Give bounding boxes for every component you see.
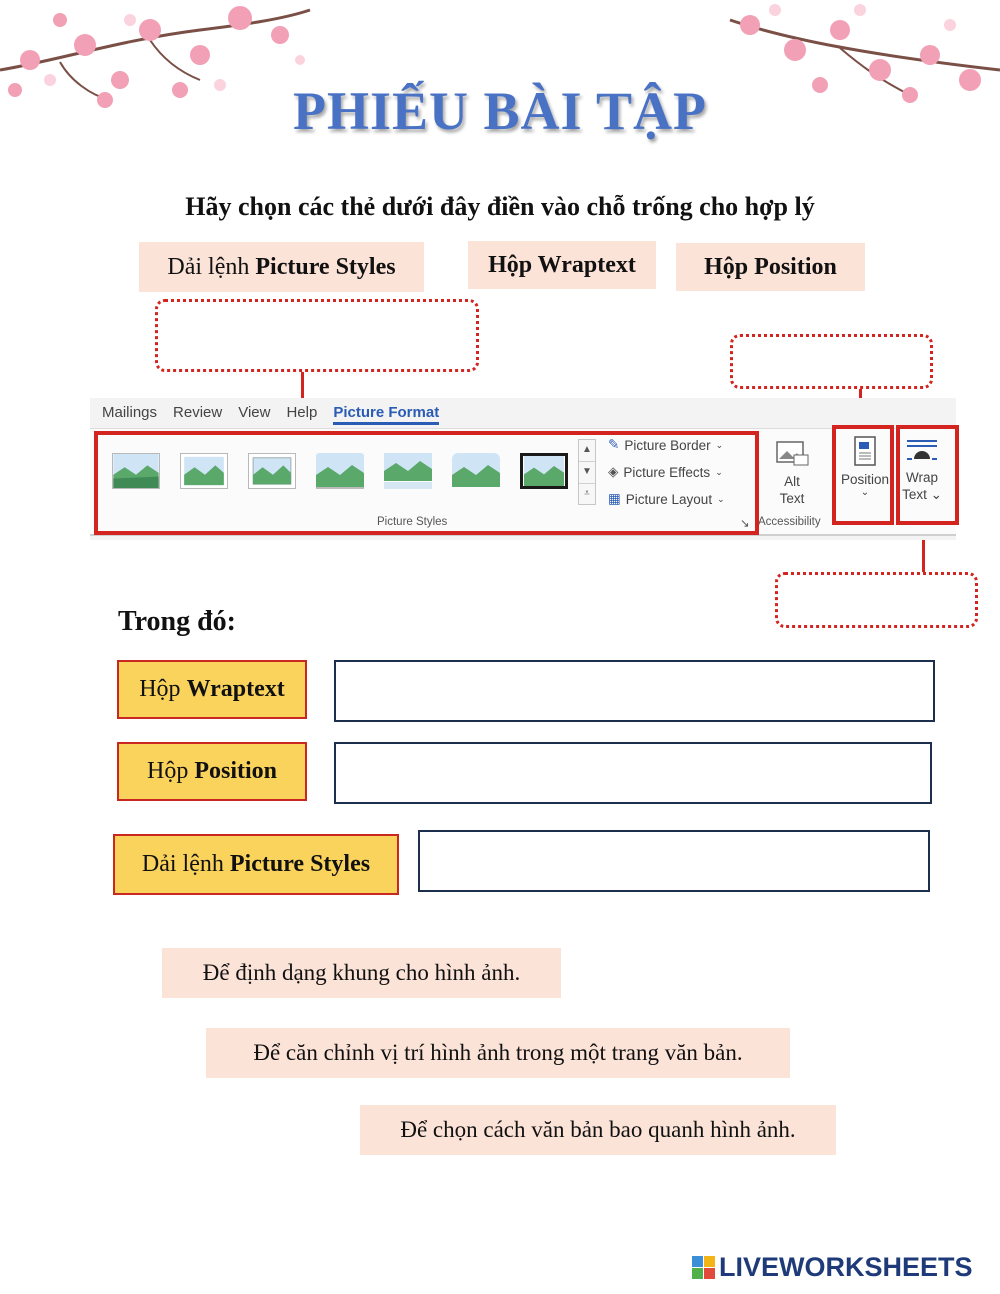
highlight-picture-styles	[94, 431, 759, 535]
alt-text-label-2: Text	[779, 491, 805, 506]
picture-border-icon: ✎	[608, 437, 620, 452]
card-wraptext[interactable]	[468, 241, 656, 289]
chevron-down-icon: ⌄	[715, 466, 723, 477]
chevron-down-icon: ⌄	[860, 487, 870, 498]
description-card[interactable]: Để căn chỉnh vị trí hình ảnh trong một trang văn bản.	[206, 1028, 790, 1078]
picture-effects-icon: ◈	[608, 464, 619, 479]
tab-help[interactable]: Help	[286, 404, 318, 421]
alt-text-button[interactable]	[770, 439, 814, 507]
description-card[interactable]: Để định dạng khung cho hình ảnh.	[162, 948, 561, 998]
alt-text-icon	[774, 439, 810, 469]
tab-mailings[interactable]: Mailings	[102, 404, 158, 421]
section-heading: Trong đó:	[118, 606, 236, 637]
chevron-down-icon: ⌄	[717, 493, 725, 504]
tab-picture-format[interactable]: Picture Format	[333, 404, 439, 425]
card-position[interactable]	[676, 243, 865, 291]
chevron-down-icon: ⌄	[715, 439, 724, 450]
tab-view[interactable]: View	[238, 404, 271, 421]
liveworksheets-logo-icon	[692, 1256, 715, 1279]
position-label: Position	[840, 472, 890, 487]
scroll-up-icon[interactable]: ▲	[579, 440, 595, 462]
card-picture-styles[interactable]	[139, 242, 424, 292]
brand-name: LIVEWORKSHEETS	[719, 1252, 973, 1282]
label-bold: Picture Styles	[229, 851, 371, 877]
gallery-more-icon[interactable]: ⩡	[584, 488, 590, 499]
liveworksheets-logo	[692, 1252, 973, 1283]
card-bold: Hộp Wraptext	[488, 251, 636, 278]
label-wraptext	[117, 660, 307, 719]
label-bold: Position	[194, 758, 278, 784]
picture-effects-label: Picture Effects	[623, 464, 711, 480]
picture-border-label: Picture Border	[624, 437, 711, 453]
label-prefix: Dải lệnh	[141, 851, 230, 877]
group-label-picture-styles: Picture Styles	[377, 516, 448, 528]
instruction-text: Hãy chọn các thẻ dưới đây điền vào chỗ trống cho hợp lý	[185, 192, 815, 221]
picture-layout-icon: ▦	[608, 491, 621, 506]
label-bold: Wraptext	[186, 676, 285, 702]
highlight-wrap-text	[896, 425, 959, 525]
label-position	[117, 742, 307, 801]
ribbon-tabs	[102, 404, 455, 425]
answer-box-position[interactable]	[334, 742, 932, 804]
picture-layout-label: Picture Layout	[625, 491, 713, 507]
label-prefix: Hộp	[139, 676, 187, 702]
drop-target-wraptext[interactable]	[775, 572, 978, 628]
description-card[interactable]: Để chọn cách văn bản bao quanh hình ảnh.	[360, 1105, 836, 1155]
card-prefix: Dải lệnh	[167, 253, 256, 280]
card-bold: Picture Styles	[255, 253, 396, 280]
page-title: PHIẾU BÀI TẬP	[292, 81, 708, 141]
scroll-down-icon[interactable]: ▼	[579, 462, 595, 484]
drop-target-position[interactable]	[730, 334, 933, 389]
drop-target-picture-styles[interactable]	[155, 299, 479, 372]
group-label-accessibility: Accessibility	[758, 516, 821, 528]
card-bold: Hộp Position	[704, 253, 837, 280]
alt-text-label-1: Alt	[784, 474, 800, 489]
highlight-position	[832, 425, 894, 525]
tab-review[interactable]: Review	[173, 404, 223, 421]
wrap-text-label-1: Wrap	[905, 470, 938, 485]
answer-box-picture-styles[interactable]	[418, 830, 930, 892]
label-picture-styles	[113, 834, 399, 895]
arrow-line	[922, 536, 925, 572]
wrap-text-label-2: Text ⌄	[902, 487, 942, 502]
answer-box-wraptext[interactable]	[334, 660, 935, 722]
label-prefix: Hộp	[146, 758, 195, 784]
dialog-launcher-icon[interactable]: ↘	[740, 518, 750, 530]
